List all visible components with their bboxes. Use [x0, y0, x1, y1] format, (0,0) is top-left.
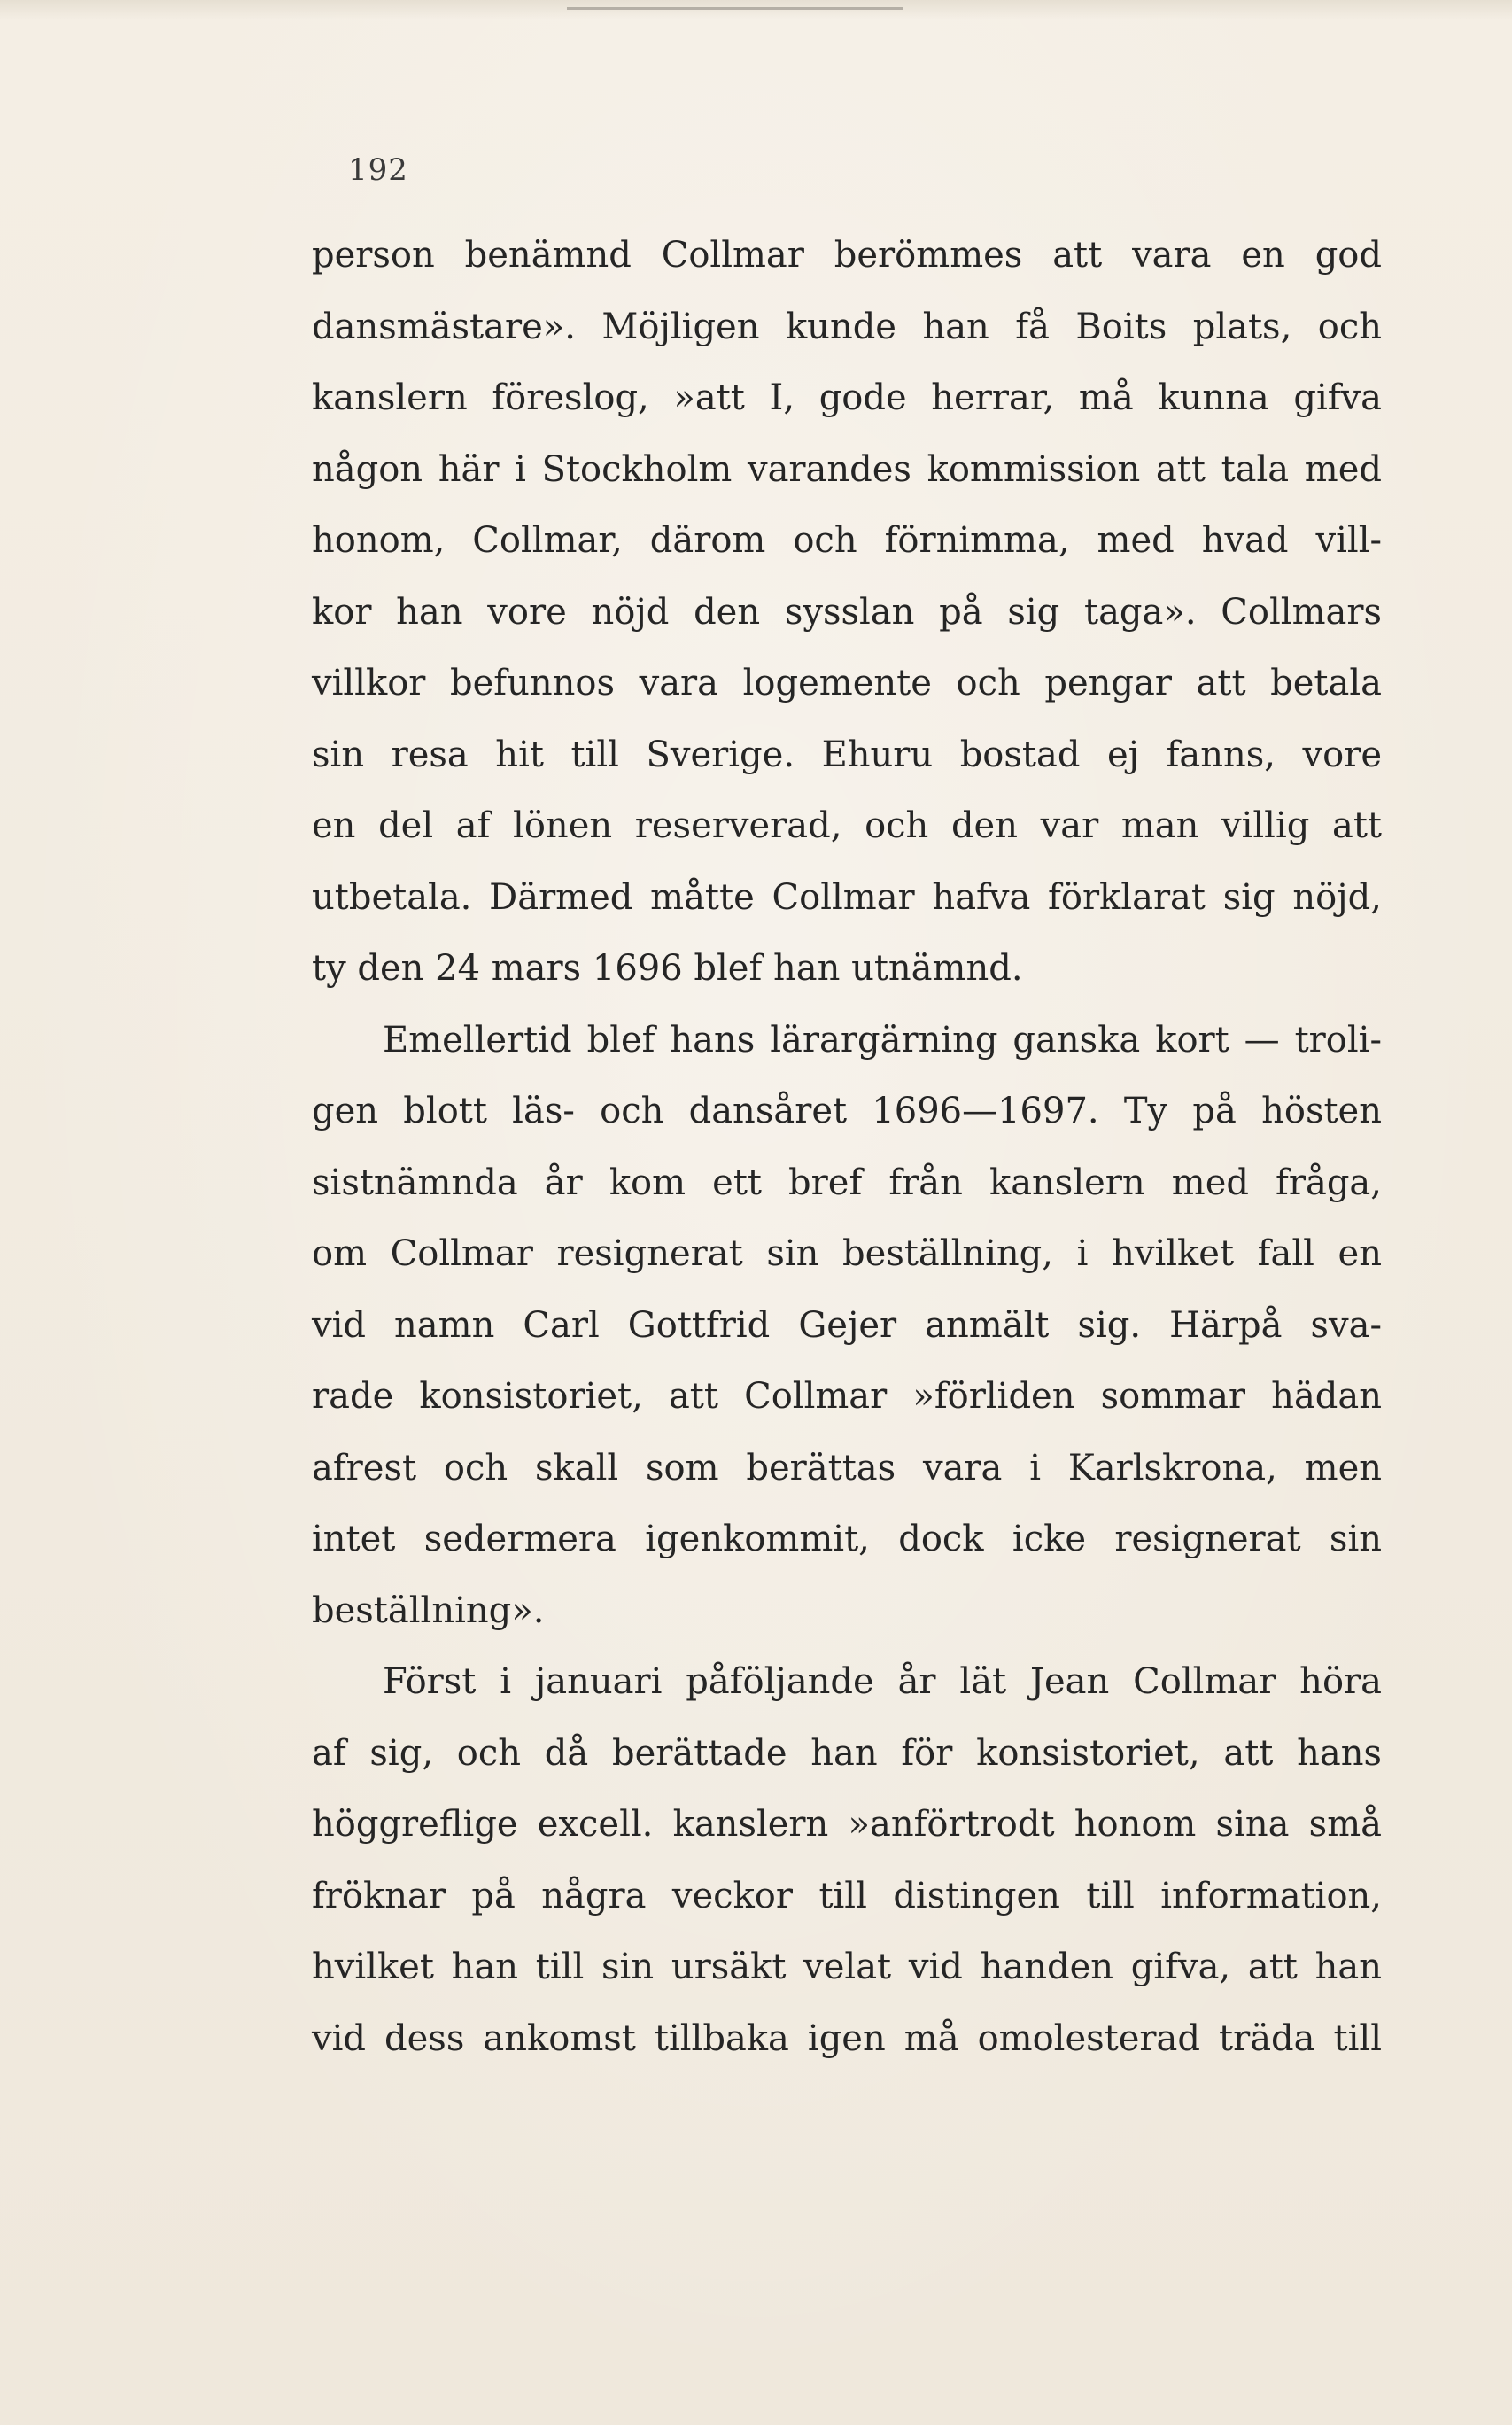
text-line: någon här i Stockholm varandes kommission att tala med [312, 448, 1382, 490]
text-line: sistnämnda år kom ett bref från kanslern med fråga, [312, 1162, 1382, 1203]
text-line: af sig, och då berättade han för konsistoriet, att hans [312, 1732, 1382, 1774]
text-line: dansmästare». Möjligen kunde han få Boits plats, och [312, 306, 1382, 347]
text-line: fröknar på några veckor till distingen till information, [312, 1875, 1382, 1916]
text-line: om Collmar resignerat sin beställning, i hvilket fall en [312, 1233, 1382, 1274]
text-line: afrest och skall som berättas vara i Karlskrona, men [312, 1447, 1382, 1488]
text-line: utbetala. Därmed måtte Collmar hafva förklarat sig nöjd, [312, 876, 1382, 918]
page-number: 192 [348, 152, 408, 188]
text-line: rade konsistoriet, att Collmar »förliden sommar hädan [312, 1376, 1382, 1417]
text-line: vid dess ankomst tillbaka igen må omolesterad träda till [312, 2017, 1382, 2059]
text-line: honom, Collmar, därom och förnimma, med hvad vill- [312, 520, 1382, 561]
text-line: villkor befunnos vara logemente och pengar att betala [312, 663, 1382, 703]
text-line: sin resa hit till Sverige. Ehuru bostad ej fanns, vore [312, 734, 1382, 775]
text-line: person benämnd Collmar berömmes att vara en god [312, 235, 1382, 276]
text-line: beställning». [312, 1589, 545, 1631]
text-line: ty den 24 mars 1696 blef han utnämnd. [312, 948, 1023, 989]
text-line: gen blott läs- och dansåret 1696—1697. Ty på hösten [312, 1091, 1382, 1131]
text-line: kanslern föreslog, »att I, gode herrar, må kunna gifva [312, 377, 1382, 418]
text-line: höggrefligе excell. kanslern »anförtrodt honom sina små [312, 1804, 1382, 1845]
page-top-edge [0, 0, 1512, 19]
text-line: Emellertid blef hans lärargärning ganska kort — troli- [383, 1019, 1382, 1061]
text-line: Först i januari påföljande år lät Jean Collmar höra [383, 1661, 1382, 1702]
text-line: vid namn Carl Gottfrid Gejer anmält sig. Härpå sva- [312, 1304, 1382, 1346]
body-text [312, 220, 1382, 2074]
text-line: en del af lönen reserverad, och den var man villig att [312, 805, 1382, 846]
text-line: hvilket han till sin ursäkt velat vid handen gifva, att han [312, 1947, 1382, 1987]
page-top-mark [567, 7, 903, 10]
text-line: intet sedermera igenkommit, dock icke resignerat sin [312, 1519, 1382, 1559]
text-line: kor han vore nöjd den sysslan på sig taga». Collmars [312, 591, 1382, 633]
